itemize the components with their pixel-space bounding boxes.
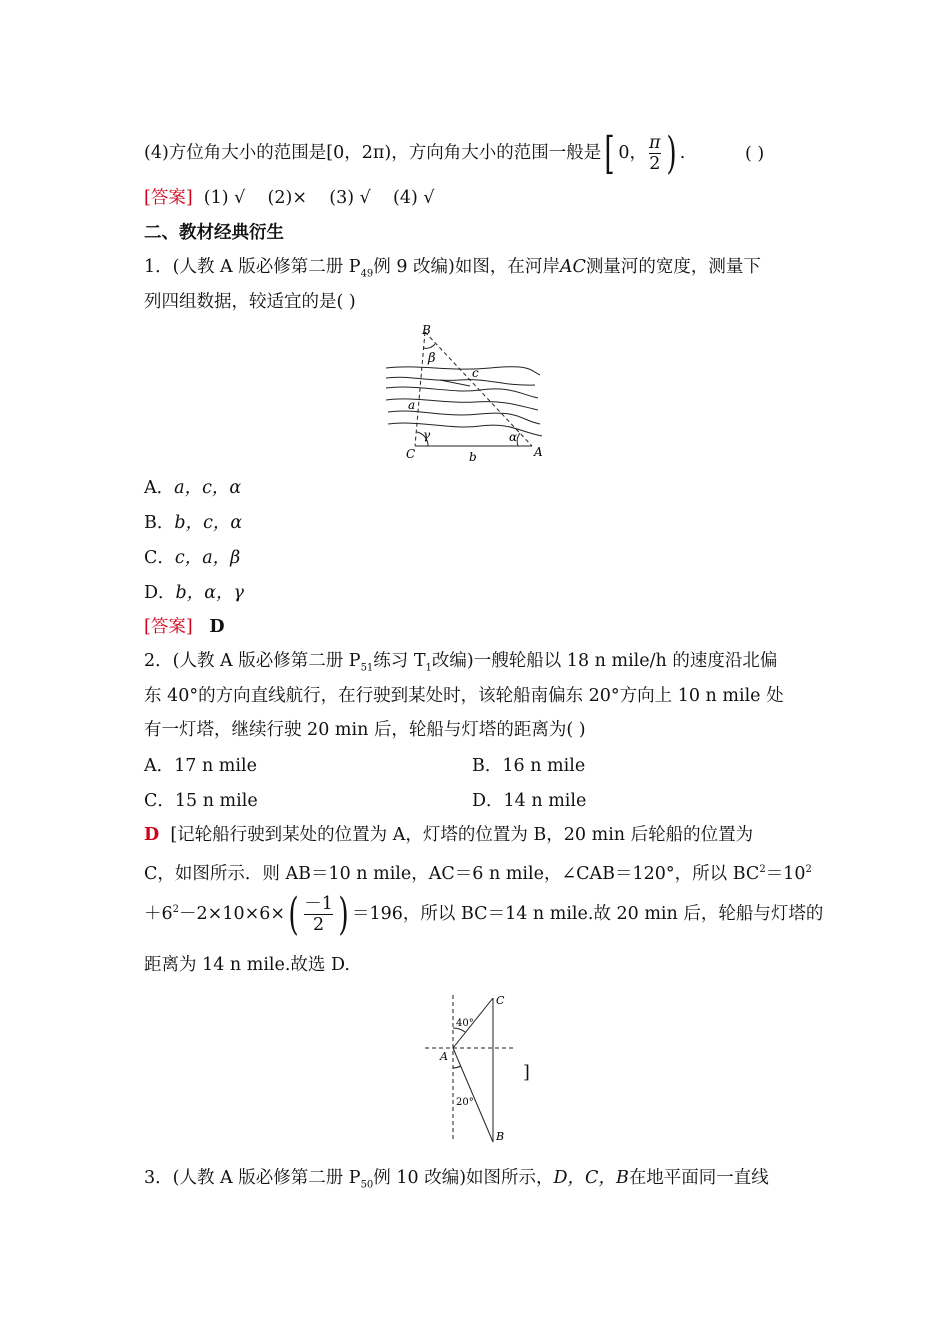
p1-option-d: D．b，α，γ <box>144 583 245 603</box>
label-a: a <box>408 398 416 412</box>
problem-2-line-3: 有一灯塔，继续行驶 20 min 后，轮船与灯塔的距离为( ) <box>144 720 586 740</box>
solution-line-2: C，如图所示．则 AB＝10 n mile，AC＝6 n mile，∠CAB＝120°，所以 $BC^2=10^2$ <box>144 863 812 884</box>
label-c: c <box>472 366 479 380</box>
label-beta: β <box>428 351 436 366</box>
problem-1-line-1: 1．(人教 A 版必修第二册 $P_{49}$例 9 改编)如图，在河岸AC测量河的宽度，测量下 <box>144 257 761 280</box>
section-title: 二、教材经典衍生 <box>144 223 284 243</box>
problem-1-line-2: 列四组数据，较适宜的是( ) <box>144 292 356 312</box>
answer-line-1: [答案] (1) √ (2)× (3) √ (4) √ <box>144 188 435 208</box>
label-A: A <box>440 1050 448 1063</box>
label-20deg: 20° <box>456 1097 474 1108</box>
solution-close-bracket: ] <box>523 1063 530 1083</box>
p2-option-d: D．14 n mile <box>472 791 587 811</box>
p1-option-a: A．a，c，α <box>144 478 242 498</box>
q4-statement: (4)方位角大小的范围是[0，2π)，方向角大小的范围一般是[ 0， $\frac{\pi}{2}$ ) . <box>144 127 686 179</box>
solution-line-4: 距离为 14 n mile.故选 D. <box>144 955 350 975</box>
answer-label: [答案] <box>144 188 193 208</box>
p2-option-a: A．17 n mile <box>144 756 257 776</box>
label-B: B <box>422 323 431 337</box>
label-C: C <box>496 994 505 1007</box>
river-figure <box>380 320 560 465</box>
problem-2-line-2: 东 40°的方向直线航行，在行驶到某处时，该轮船南偏东 20°方向上 10 n mile 处 <box>144 686 784 706</box>
p1-option-b: B．b，c，α <box>144 513 243 533</box>
segment-AB <box>453 1048 493 1142</box>
p2-option-c: C．15 n mile <box>144 791 258 811</box>
label-B: B <box>496 1130 505 1143</box>
minus-half-fraction: $\frac{-1}{2}$ <box>304 894 333 935</box>
label-C: C <box>406 447 416 461</box>
pi-over-2-fraction: $\frac{\pi}{2}$ <box>649 133 661 174</box>
label-alpha: α <box>509 430 518 444</box>
label-b: b <box>469 450 477 464</box>
solution-line-1: D [记轮船行驶到某处的位置为 A，灯塔的位置为 B，20 min 后轮船的位置为 <box>144 825 754 845</box>
p2-option-b: B．16 n mile <box>472 756 586 776</box>
problem-3-line-1: 3．(人教 A 版必修第二册 $P_{50}$例 10 改编)如图所示，D，C，B在地平面同一直线 <box>144 1168 769 1191</box>
q4-answer-paren: ( ) <box>745 144 765 164</box>
label-40deg: 40° <box>456 1018 474 1029</box>
solution-line-3: $+6^2-2\times 10\times 6\times$( $\frac{-1}{2}$ ) ＝196，所以 BC＝14 n mile.故 20 min 后，轮船与灯塔的 <box>144 888 824 940</box>
problem-2-line-1: 2．(人教 A 版必修第二册 $P_{51}$练习 $T_1$改编)一艘轮船以 18 n mile/h 的速度沿北偏 <box>144 651 778 674</box>
ship-figure <box>420 990 530 1150</box>
label-A: A <box>534 445 543 459</box>
label-gamma: γ <box>423 428 431 442</box>
p1-option-c: C．c，a，β <box>144 548 241 568</box>
answer-line-p1: [答案] D <box>144 617 225 637</box>
